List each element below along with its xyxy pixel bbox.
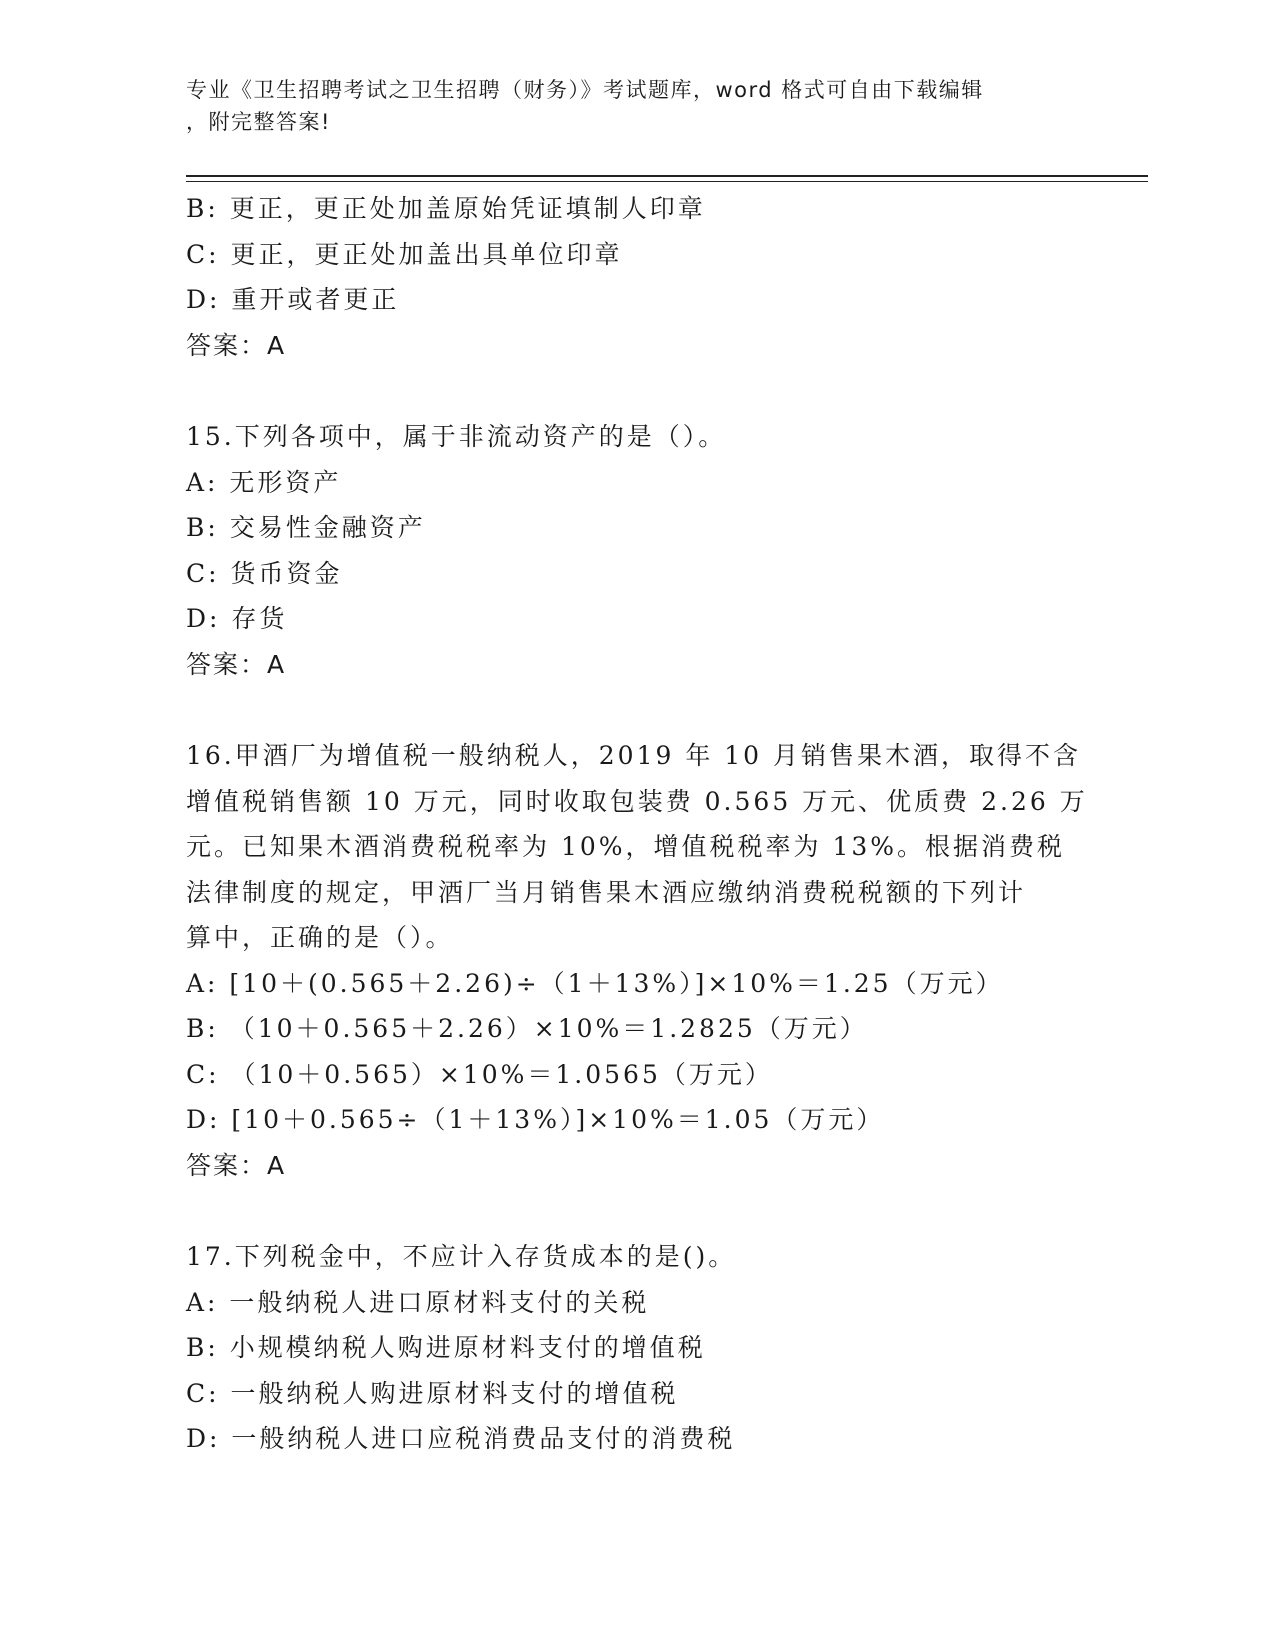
question-17: [186, 1234, 1086, 1462]
option-c: C: 更正，更正处加盖出具单位印章: [186, 239, 623, 269]
option-b: B: （10＋0.565＋2.26）×10%＝1.2825（万元）: [186, 1014, 868, 1043]
option-a: A: [10＋(0.565＋2.26)÷（1＋13%）]×10%＝1.25（万元）: [186, 968, 1004, 998]
question-list: [186, 186, 1086, 1462]
option-b: B: 更正，更正处加盖原始凭证填制人印章: [186, 194, 706, 223]
question-16: [186, 733, 1086, 1188]
option-c: C: 货币资金: [186, 558, 343, 588]
question-stem: 15.下列各项中，属于非流动资产的是（）。: [186, 422, 727, 451]
header-divider-thin: [186, 181, 1148, 182]
answer: 答案：A: [186, 649, 287, 679]
question-stem-line: 16.甲酒厂为增值税一般纳税人，2019 年 10 月销售果木酒，取得不含: [186, 741, 1082, 770]
header-line-2: ，附完整答案!: [186, 110, 331, 134]
option-d: D: [10＋0.565÷（1＋13%）]×10%＝1.05（万元）: [186, 1105, 885, 1134]
question-stem-line: 增值税销售额 10 万元，同时收取包装费 0.565 万元、优质费 2.26 万: [186, 786, 1088, 816]
option-a: A: 一般纳税人进口原材料支付的关税: [186, 1287, 650, 1317]
question-stem-line: 法律制度的规定，甲酒厂当月销售果木酒应缴纳消费税税额的下列计: [186, 877, 1027, 907]
header-divider-thick: [186, 175, 1148, 177]
option-d: D: 重开或者更正: [186, 285, 400, 314]
header-line-1: 专业《卫生招聘考试之卫生招聘（财务）》考试题库，word 格式可自由下载编辑: [186, 78, 984, 102]
question-stem-line: 算中，正确的是（）。: [186, 923, 454, 952]
answer: 答案：A: [186, 1150, 287, 1180]
option-a: A: 无形资产: [186, 467, 342, 497]
option-c: C: 一般纳税人购进原材料支付的增值税: [186, 1378, 679, 1408]
option-b: B: 小规模纳税人购进原材料支付的增值税: [186, 1333, 706, 1362]
spacer: [186, 1188, 1086, 1234]
question-14: [186, 186, 1086, 368]
spacer: [186, 368, 1086, 414]
question-15: [186, 414, 1086, 687]
option-d: D: 一般纳税人进口应税消费品支付的消费税: [186, 1424, 736, 1453]
option-d: D: 存货: [186, 604, 288, 633]
question-stem-line: 元。已知果木酒消费税税率为 10%，增值税税率为 13%。根据消费税: [186, 832, 1066, 861]
option-c: C: （10＋0.565）×10%＝1.0565（万元）: [186, 1059, 773, 1089]
document-header: [186, 74, 1066, 138]
spacer: [186, 687, 1086, 733]
answer: 答案：A: [186, 330, 287, 360]
question-stem: 17.下列税金中，不应计入存货成本的是()。: [186, 1242, 737, 1271]
option-b: B: 交易性金融资产: [186, 513, 426, 542]
